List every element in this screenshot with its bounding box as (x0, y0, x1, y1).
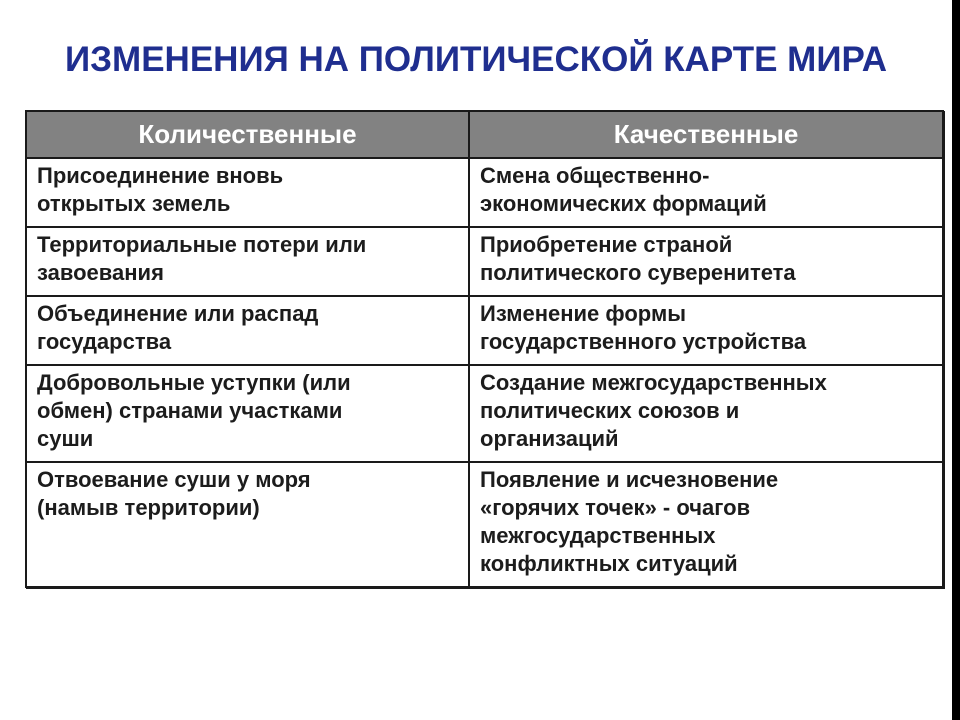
cell-line: Территориальные потери или (37, 232, 367, 257)
cell-line: межгосударственных (480, 523, 716, 548)
cell-line: Смена общественно- (480, 163, 710, 188)
comparison-table (25, 110, 944, 588)
cell-line: Объединение или распад (37, 301, 319, 326)
cell-line: экономических формаций (480, 191, 767, 216)
cell-line: Приобретение страной (480, 232, 733, 257)
cell-line: политического суверенитета (480, 260, 796, 285)
table-row (26, 158, 943, 227)
cell-quantitative (26, 158, 469, 227)
cell-qualitative (469, 462, 943, 587)
cell-line: Создание межгосударственных (480, 370, 827, 395)
cell-line: Появление и исчезновение (480, 467, 779, 492)
cell-qualitative (469, 296, 943, 365)
cell-line: конфликтных ситуаций (480, 551, 738, 576)
slide-title: ИЗМЕНЕНИЯ НА ПОЛИТИЧЕСКОЙ КАРТЕ МИРА (64, 40, 888, 79)
cell-line: государства (37, 329, 172, 354)
cell-quantitative (26, 227, 469, 296)
cell-line: суши (37, 426, 94, 451)
header-quantitative: Количественные (26, 111, 469, 158)
header-qualitative: Качественные (469, 111, 943, 158)
cell-line: политических союзов и (480, 398, 740, 423)
cell-line: государственного устройства (480, 329, 807, 354)
table-row (26, 462, 943, 587)
table-row (26, 296, 943, 365)
cell-line: обмен) странами участками (37, 398, 343, 423)
cell-line: открытых земель (37, 191, 231, 216)
cell-line: Добровольные уступки (или (37, 370, 351, 395)
table-row (26, 365, 943, 462)
cell-line: «горячих точек» - очагов (480, 495, 751, 520)
cell-line: Отвоевание суши у моря (37, 467, 311, 492)
cell-quantitative (26, 365, 469, 462)
cell-line: Изменение формы (480, 301, 687, 326)
cell-qualitative (469, 365, 943, 462)
cell-line: завоевания (37, 260, 164, 285)
cell-line: Присоединение вновь (37, 163, 284, 188)
cell-line: (намыв территории) (37, 495, 260, 520)
cell-qualitative (469, 158, 943, 227)
table-row (26, 227, 943, 296)
cell-quantitative (26, 462, 469, 587)
cell-quantitative (26, 296, 469, 365)
cell-qualitative (469, 227, 943, 296)
cell-line: организаций (480, 426, 619, 451)
table-header-row (26, 111, 943, 158)
